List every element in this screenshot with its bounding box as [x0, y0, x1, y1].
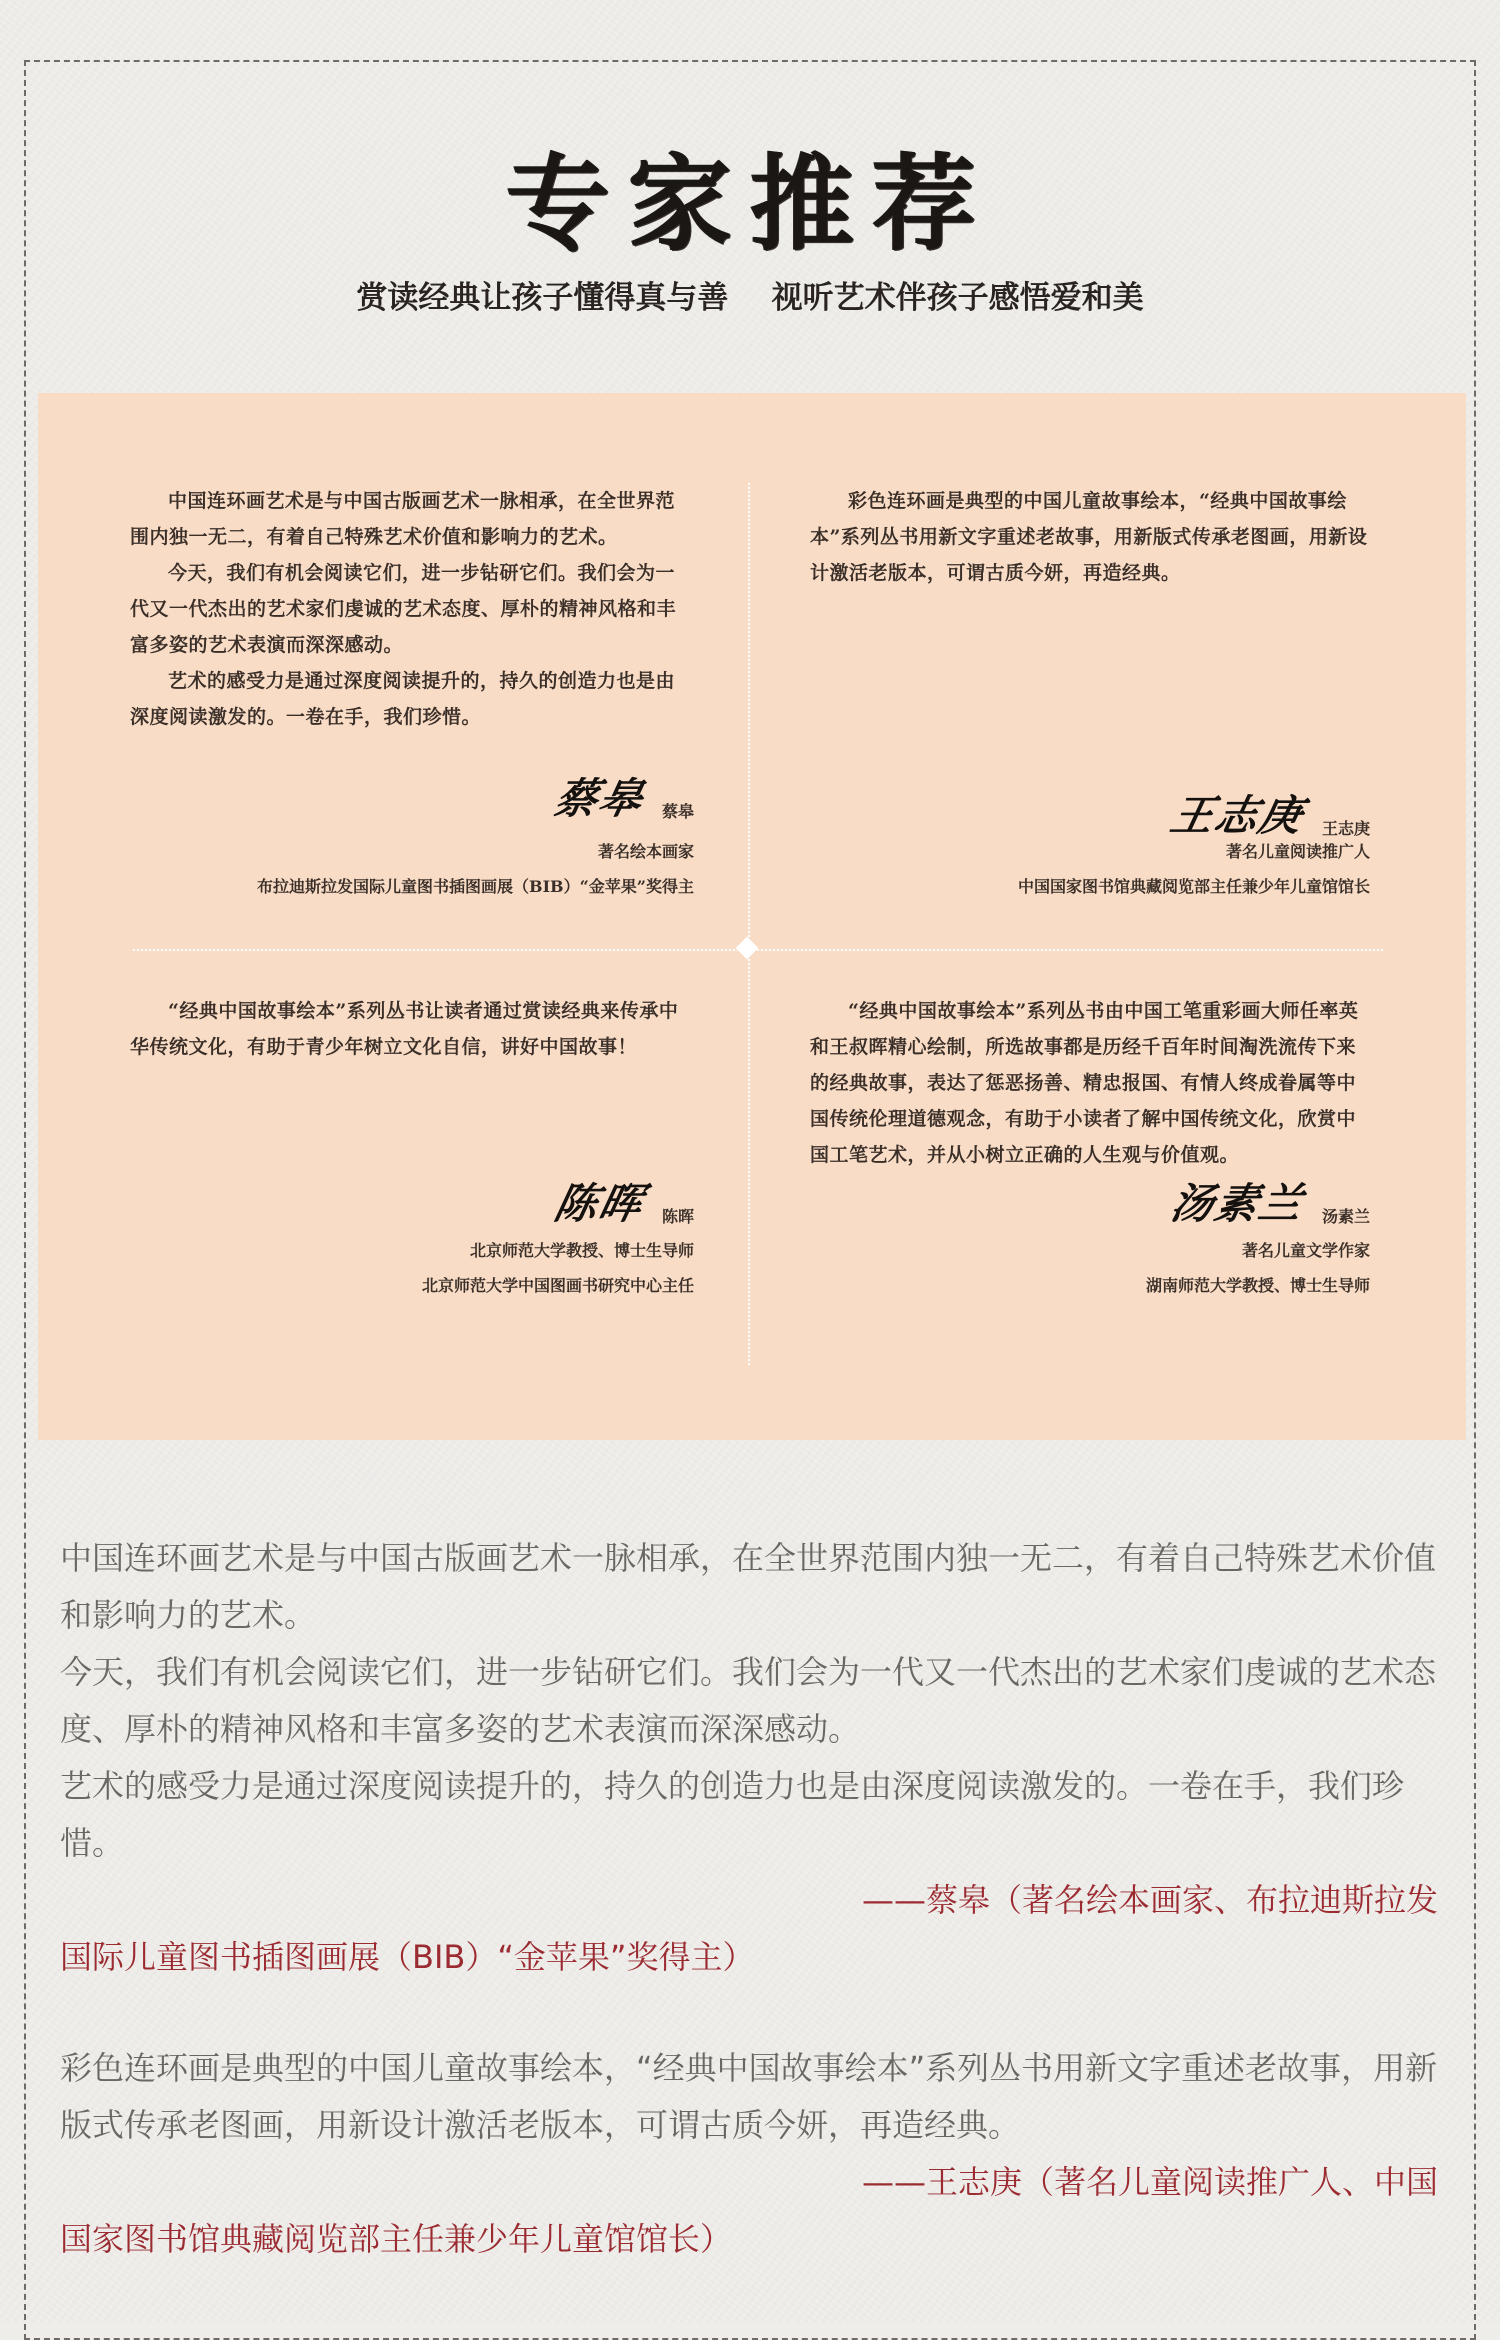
recommendation-q3	[130, 993, 694, 1383]
q3-credential: 北京师范大学教授、博士生导师	[469, 1241, 694, 1260]
page-title: 专家推荐	[505, 142, 994, 265]
recommendation-text-1	[60, 1530, 1438, 1986]
body-paragraph: 今天，我们有机会阅读它们，进一步钻研它们。我们会为一代又一代杰出的艺术家们虔诚的艺术态度、厚朴的精神风格和丰富多姿的艺术表演而深深感动。	[60, 1653, 1437, 1748]
q2-credential: 著名儿童阅读推广人	[1225, 842, 1370, 861]
q1-handwritten-signature: 蔡皋	[550, 774, 649, 823]
q4-signer-name: 汤素兰	[1321, 1207, 1370, 1226]
q1-paragraph: 中国连环画艺术是与中国古版画艺术一脉相承，在全世界范围内独一无二，有着自己特殊艺术价值和影响力的艺术。	[130, 490, 676, 548]
body-paragraph: 中国连环画艺术是与中国古版画艺术一脉相承，在全世界范围内独一无二，有着自己特殊艺术价值和影响力的艺术。	[60, 1539, 1437, 1634]
q1-signer-name: 蔡皋	[661, 802, 694, 821]
recommendation-q1	[130, 483, 694, 913]
body-paragraph: 艺术的感受力是通过深度阅读提升的，持久的创造力也是由深度阅读激发的。一卷在手，我们珍惜。	[60, 1767, 1405, 1862]
q1-credential: 布拉迪斯拉发国际儿童图书插图画展（BIB）“金苹果”奖得主	[257, 877, 694, 896]
page-subtitle: 赏读经典让孩子懂得真与善 视听艺术伴孩子感悟爱和美	[356, 280, 1144, 316]
recommendation-text-2	[60, 2040, 1438, 2268]
q1-credential: 著名绘本画家	[597, 842, 694, 861]
q3-handwritten-signature: 陈晖	[550, 1179, 649, 1228]
q4-signature-row	[1166, 1171, 1370, 1231]
q2-paragraph: 彩色连环画是典型的中国儿童故事绘本，“经典中国故事绘本”系列丛书用新文字重述老故事，用新版式传承老图画，用新设计激活老版本，可谓古质今妍，再造经典。	[810, 490, 1368, 584]
attribution-line: ——蔡皋（著名绘本画家、布拉迪斯拉发	[861, 1881, 1438, 1919]
q1-paragraph: 艺术的感受力是通过深度阅读提升的，持久的创造力也是由深度阅读激发的。一卷在手，我们珍惜。	[130, 670, 676, 728]
q4-credential: 湖南师范大学教授、博士生导师	[1145, 1276, 1370, 1295]
q2-credential: 中国国家图书馆典藏阅览部主任兼少年儿童馆馆长	[1017, 877, 1370, 896]
q2-handwritten-signature: 王志庚	[1166, 791, 1309, 840]
q3-signer-name: 陈晖	[661, 1207, 694, 1226]
recommendation-panel	[38, 393, 1466, 1440]
vertical-divider	[748, 483, 750, 1365]
attribution-line: 国家图书馆典藏阅览部主任兼少年儿童馆馆长）	[60, 2220, 733, 2258]
attribution-line: ——王志庚（著名儿童阅读推广人、中国	[861, 2163, 1438, 2201]
q4-credential: 著名儿童文学作家	[1241, 1241, 1370, 1260]
body-paragraph: 彩色连环画是典型的中国儿童故事绘本，“经典中国故事绘本”系列丛书用新文字重述老故事，用新版式传承老图画，用新设计激活老版本，可谓古质今妍，再造经典。	[60, 2049, 1438, 2144]
q2-signature-row	[1166, 783, 1370, 843]
q1-paragraph: 今天，我们有机会阅读它们，进一步钻研它们。我们会为一代又一代杰出的艺术家们虔诚的艺术态度、厚朴的精神风格和丰富多姿的艺术表演而深深感动。	[130, 562, 677, 656]
recommendation-q4	[810, 993, 1370, 1383]
q3-credential: 北京师范大学中国图画书研究中心主任	[421, 1276, 694, 1295]
attribution-line: 国际儿童图书插图画展（BIB）“金苹果”奖得主）	[60, 1938, 755, 1976]
divider-diamond	[736, 937, 759, 960]
q4-paragraph: “经典中国故事绘本”系列丛书由中国工笔重彩画大师任率英和王叔晖精心绘制，所选故事都是历经千百年时间淘洗流传下来的经典故事，表达了惩恶扬善、精忠报国、有情人终成眷属等中国传统伦理道德观念，有助于小读者了解中国传统文化，欣赏中国工笔艺术，并从小树立正确的人生观与价值观。	[810, 1000, 1359, 1166]
q2-signer-name: 王志庚	[1321, 819, 1370, 838]
q3-paragraph: “经典中国故事绘本”系列丛书让读者通过赏读经典来传承中华传统文化，有助于青少年树立文化自信，讲好中国故事！	[130, 1000, 679, 1058]
recommendation-q2	[810, 483, 1370, 913]
q3-signature-row	[550, 1171, 694, 1231]
q1-signature-row	[550, 766, 694, 826]
horizontal-divider	[133, 949, 1383, 951]
q4-handwritten-signature: 汤素兰	[1166, 1179, 1309, 1228]
